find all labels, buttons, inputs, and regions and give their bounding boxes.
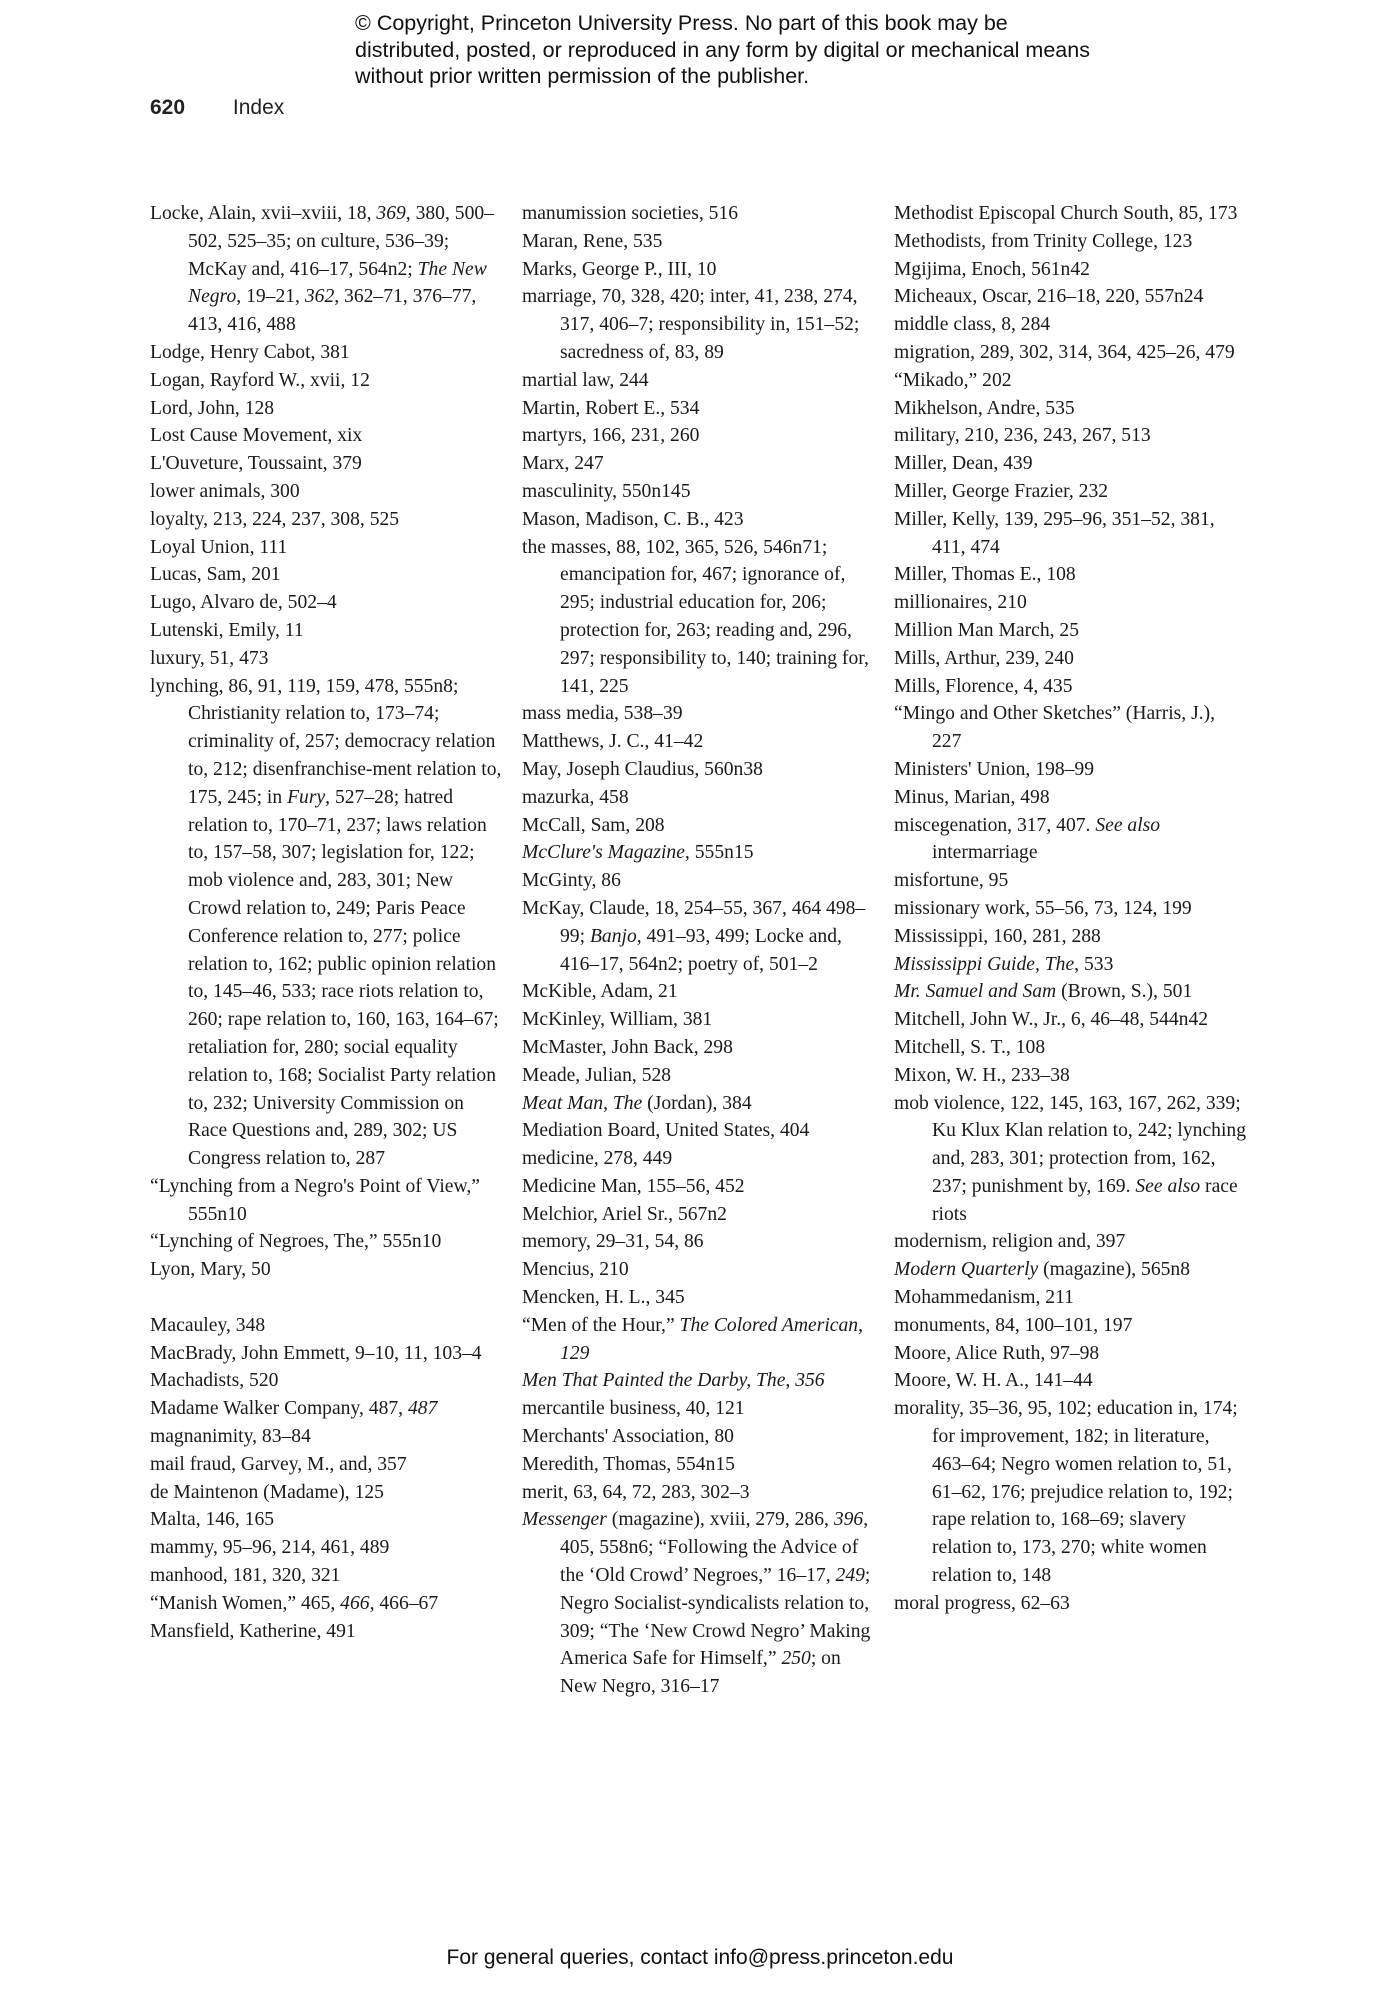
index-entry: Minus, Marian, 498 bbox=[894, 786, 1050, 808]
index-entry: Miller, Kelly, 139, 295–96, 351–52, 381, 411, 474 bbox=[894, 508, 1215, 558]
footer-contact: For general queries, contact info@press.princeton.edu bbox=[446, 1946, 954, 1969]
index-entry: Ministers' Union, 198–99 bbox=[894, 758, 1095, 780]
index-entry: manhood, 181, 320, 321 bbox=[150, 1565, 341, 1587]
index-entry: missionary work, 55–56, 73, 124, 199 bbox=[894, 897, 1192, 919]
index-entry: May, Joseph Claudius, 560n38 bbox=[522, 758, 763, 780]
index-entry: Lugo, Alvaro de, 502–4 bbox=[150, 592, 337, 614]
index-entry: Marks, George P., III, 10 bbox=[522, 258, 717, 280]
index-entry: Martin, Robert E., 534 bbox=[522, 397, 700, 419]
index-entry: Mason, Madison, C. B., 423 bbox=[522, 508, 744, 530]
index-entry: marriage, 70, 328, 420; inter, 41, 238, 274, 317, 406–7; responsibility in, 151–52; sacredness of, 83, 89 bbox=[522, 286, 860, 363]
index-entry: Modern Quarterly (magazine), 565n8 bbox=[894, 1259, 1191, 1281]
index-entry: moral progress, 62–63 bbox=[894, 1592, 1070, 1614]
index-entry: misfortune, 95 bbox=[894, 870, 1009, 892]
index-entry: mazurka, 458 bbox=[522, 786, 629, 808]
index-entry: Lucas, Sam, 201 bbox=[150, 564, 281, 586]
index-entry: Mencken, H. L., 345 bbox=[522, 1287, 685, 1309]
index-entry: Lyon, Mary, 50 bbox=[150, 1259, 271, 1281]
index-entry: Miller, Dean, 439 bbox=[894, 453, 1033, 475]
index-entry: millionaires, 210 bbox=[894, 592, 1027, 614]
index-entry: lynching, 86, 91, 119, 159, 478, 555n8; Christianity relation to, 173–74; criminality of, 257; democracy relation to, 212; disenfranchise-ment relation to, 175, 245; in Fury, 527–28; hatred relation to, 170–71, 237; laws relation to, 157–58, 307; legislation for, 122; mob violence and, 283, 301; New Crowd relation to, 249; Paris Peace Conference relation to, 277; police relation to, 162; public opinion relation to, 145–46, 533; race riots relation to, 260; rape relation to, 160, 163, 164–67; retaliation for, 280; social equality relation to, 168; Socialist Party relation to, 232; University Commission on Race Questions and, 289, 302; US Congress relation to, 287 bbox=[150, 675, 502, 1170]
index-entry: Meade, Julian, 528 bbox=[522, 1064, 672, 1086]
index-entry: miscegenation, 317, 407. See also intermarriage bbox=[894, 814, 1161, 864]
index-entry: McGinty, 86 bbox=[522, 870, 621, 892]
index-column-1 bbox=[150, 200, 505, 1645]
index-entry: McKay, Claude, 18, 254–55, 367, 464 498–99; Banjo, 491–93, 499; Locke and, 416–17, 564n2; poetry of, 501–2 bbox=[522, 897, 866, 975]
index-entry: military, 210, 236, 243, 267, 513 bbox=[894, 425, 1151, 447]
index-entry: McKinley, William, 381 bbox=[522, 1009, 713, 1031]
index-entry: the masses, 88, 102, 365, 526, 546n71; emancipation for, 467; ignorance of, 295; industrial education for, 206; protection for, 263; reading and, 296, 297; responsibility to, 140; training for, 141, 225 bbox=[522, 536, 869, 697]
index-entry: Loyal Union, 111 bbox=[150, 536, 288, 558]
index-entry: Madame Walker Company, 487, 487 bbox=[150, 1398, 438, 1420]
index-entry: “Lynching of Negroes, The,” 555n10 bbox=[150, 1231, 442, 1253]
index-entry: Merchants' Association, 80 bbox=[522, 1426, 734, 1448]
copyright-notice: © Copyright, Princeton University Press. No part of this book may be distributed, posted, or reproduced in any form by digital or mechanical means without prior written permission of the publisher. bbox=[355, 11, 1090, 88]
index-entry: Mikhelson, Andre, 535 bbox=[894, 397, 1075, 419]
index-entry: masculinity, 550n145 bbox=[522, 480, 691, 502]
index-entry: mercantile business, 40, 121 bbox=[522, 1398, 745, 1420]
index-entry: Mencius, 210 bbox=[522, 1259, 629, 1281]
index-entry: Mitchell, John W., Jr., 6, 46–48, 544n42 bbox=[894, 1009, 1209, 1031]
index-entry: Million Man March, 25 bbox=[894, 619, 1080, 641]
index-entry: Medicine Man, 155–56, 452 bbox=[522, 1175, 745, 1197]
index-entry: Methodists, from Trinity College, 123 bbox=[894, 230, 1193, 252]
index-entry: “Manish Women,” 465, 466, 466–67 bbox=[150, 1592, 439, 1614]
index-entry: merit, 63, 64, 72, 283, 302–3 bbox=[522, 1481, 750, 1503]
index-entry: Mills, Arthur, 239, 240 bbox=[894, 647, 1074, 669]
index-entry: McCall, Sam, 208 bbox=[522, 814, 665, 836]
index-entry: memory, 29–31, 54, 86 bbox=[522, 1231, 704, 1253]
index-entry: Mississippi, 160, 281, 288 bbox=[894, 925, 1101, 947]
index-entry: Lodge, Henry Cabot, 381 bbox=[150, 341, 350, 363]
index-entry: middle class, 8, 284 bbox=[894, 314, 1051, 336]
index-entry: Moore, Alice Ruth, 97–98 bbox=[894, 1342, 1100, 1364]
index-column-2 bbox=[522, 200, 877, 1701]
index-entry: Micheaux, Oscar, 216–18, 220, 557n24 bbox=[894, 286, 1204, 308]
index-entry: McKible, Adam, 21 bbox=[522, 981, 678, 1003]
index-entry: MacBrady, John Emmett, 9–10, 11, 103–4 bbox=[150, 1342, 482, 1364]
index-entry: Methodist Episcopal Church South, 85, 173 bbox=[894, 203, 1238, 224]
index-entry: “Lynching from a Negro's Point of View,” 555n10 bbox=[150, 1175, 480, 1225]
index-entry: Men That Painted the Darby, The, 356 bbox=[522, 1370, 825, 1392]
letter-section-gap bbox=[150, 1284, 505, 1312]
index-entry: Melchior, Ariel Sr., 567n2 bbox=[522, 1203, 727, 1225]
index-entry: lower animals, 300 bbox=[150, 480, 300, 502]
index-entry: Mohammedanism, 211 bbox=[894, 1287, 1074, 1309]
index-entry: McMaster, John Back, 298 bbox=[522, 1036, 733, 1058]
index-entry: L'Ouveture, Toussaint, 379 bbox=[150, 453, 362, 475]
index-entry: Mr. Samuel and Sam (Brown, S.), 501 bbox=[894, 981, 1193, 1003]
index-entry: luxury, 51, 473 bbox=[150, 647, 269, 669]
index-entry: Messenger (magazine), xviii, 279, 286, 396, 405, 558n6; “Following the Advice of the ‘Old Crowd’ Negroes,” 16–17, 249; Negro Socialist-syndicalists relation to, 309; “The ‘New Crowd Negro’ Making America Safe for Himself,” 250; on New Negro, 316–17 bbox=[522, 1509, 871, 1698]
index-column-3 bbox=[894, 200, 1249, 1618]
index-entry: mail fraud, Garvey, M., and, 357 bbox=[150, 1453, 407, 1475]
page-number: 620 bbox=[150, 96, 186, 119]
index-entry: monuments, 84, 100–101, 197 bbox=[894, 1314, 1133, 1336]
index-entry: magnanimity, 83–84 bbox=[150, 1426, 311, 1448]
index-entry: Mississippi Guide, The, 533 bbox=[894, 953, 1114, 975]
index-entry: mammy, 95–96, 214, 461, 489 bbox=[150, 1537, 390, 1559]
index-entry: de Maintenon (Madame), 125 bbox=[150, 1481, 384, 1503]
index-entry: “Mingo and Other Sketches” (Harris, J.), 227 bbox=[894, 703, 1216, 753]
index-entry: Moore, W. H. A., 141–44 bbox=[894, 1370, 1093, 1392]
index-entry: Mitchell, S. T., 108 bbox=[894, 1036, 1046, 1058]
index-entry: Machadists, 520 bbox=[150, 1370, 279, 1392]
index-entry: Maran, Rene, 535 bbox=[522, 230, 663, 252]
index-entry: Meredith, Thomas, 554n15 bbox=[522, 1453, 735, 1475]
index-entry: Mansfield, Katherine, 491 bbox=[150, 1620, 356, 1642]
index-entry: Lost Cause Movement, xix bbox=[150, 425, 363, 447]
index-entry: Miller, George Frazier, 232 bbox=[894, 480, 1109, 502]
index-entry: modernism, religion and, 397 bbox=[894, 1231, 1126, 1253]
index-entry: Miller, Thomas E., 108 bbox=[894, 564, 1076, 586]
index-entry: Lord, John, 128 bbox=[150, 397, 275, 419]
running-head bbox=[150, 96, 284, 120]
index-entry: martyrs, 166, 231, 260 bbox=[522, 425, 700, 447]
index-entry: Mixon, W. H., 233–38 bbox=[894, 1064, 1070, 1086]
index-entry: mass media, 538–39 bbox=[522, 703, 683, 725]
index-entry: Marx, 247 bbox=[522, 453, 604, 475]
index-entry: Matthews, J. C., 41–42 bbox=[522, 731, 704, 753]
index-entry: Malta, 146, 165 bbox=[150, 1509, 275, 1531]
index-entry: manumission societies, 516 bbox=[522, 203, 739, 224]
index-entry: Lutenski, Emily, 11 bbox=[150, 619, 304, 641]
index-entry: Mgijima, Enoch, 561n42 bbox=[894, 258, 1090, 280]
index-entry: loyalty, 213, 224, 237, 308, 525 bbox=[150, 508, 400, 530]
index-entry: “Men of the Hour,” The Colored American, 129 bbox=[522, 1314, 863, 1364]
section-title: Index bbox=[232, 96, 285, 119]
index-entry: Macauley, 348 bbox=[150, 1314, 266, 1336]
index-entry: morality, 35–36, 95, 102; education in, 174; for improvement, 182; in literature, 463–64; Negro women relation to, 51, 61–62, 176; prejudice relation to, 192; rape relation to, 168–69; slavery relation to, 173, 270; white women relation to, 148 bbox=[894, 1398, 1238, 1587]
index-entry: Mills, Florence, 4, 435 bbox=[894, 675, 1073, 697]
index-entry: Logan, Rayford W., xvii, 12 bbox=[150, 369, 370, 391]
index-entry: McClure's Magazine, 555n15 bbox=[522, 842, 754, 864]
index-entry: medicine, 278, 449 bbox=[522, 1148, 673, 1170]
index-entry: Meat Man, The (Jordan), 384 bbox=[522, 1092, 752, 1114]
index-entry: migration, 289, 302, 314, 364, 425–26, 479 bbox=[894, 341, 1235, 363]
index-entry: “Mikado,” 202 bbox=[894, 369, 1012, 391]
index-entry: Mediation Board, United States, 404 bbox=[522, 1120, 810, 1142]
index-entry: mob violence, 122, 145, 163, 167, 262, 339; Ku Klux Klan relation to, 242; lynching and, 283, 301; protection from, 162, 237; punishment by, 169. See also race riots bbox=[894, 1092, 1246, 1225]
index-entry: martial law, 244 bbox=[522, 369, 649, 391]
index-entry: Locke, Alain, xvii–xviii, 18, 369, 380, 500–502, 525–35; on culture, 536–39; McKay and, 416–17, 564n2; The New Negro, 19–21, 362, 362–71, 376–77, 413, 416, 488 bbox=[150, 203, 494, 336]
